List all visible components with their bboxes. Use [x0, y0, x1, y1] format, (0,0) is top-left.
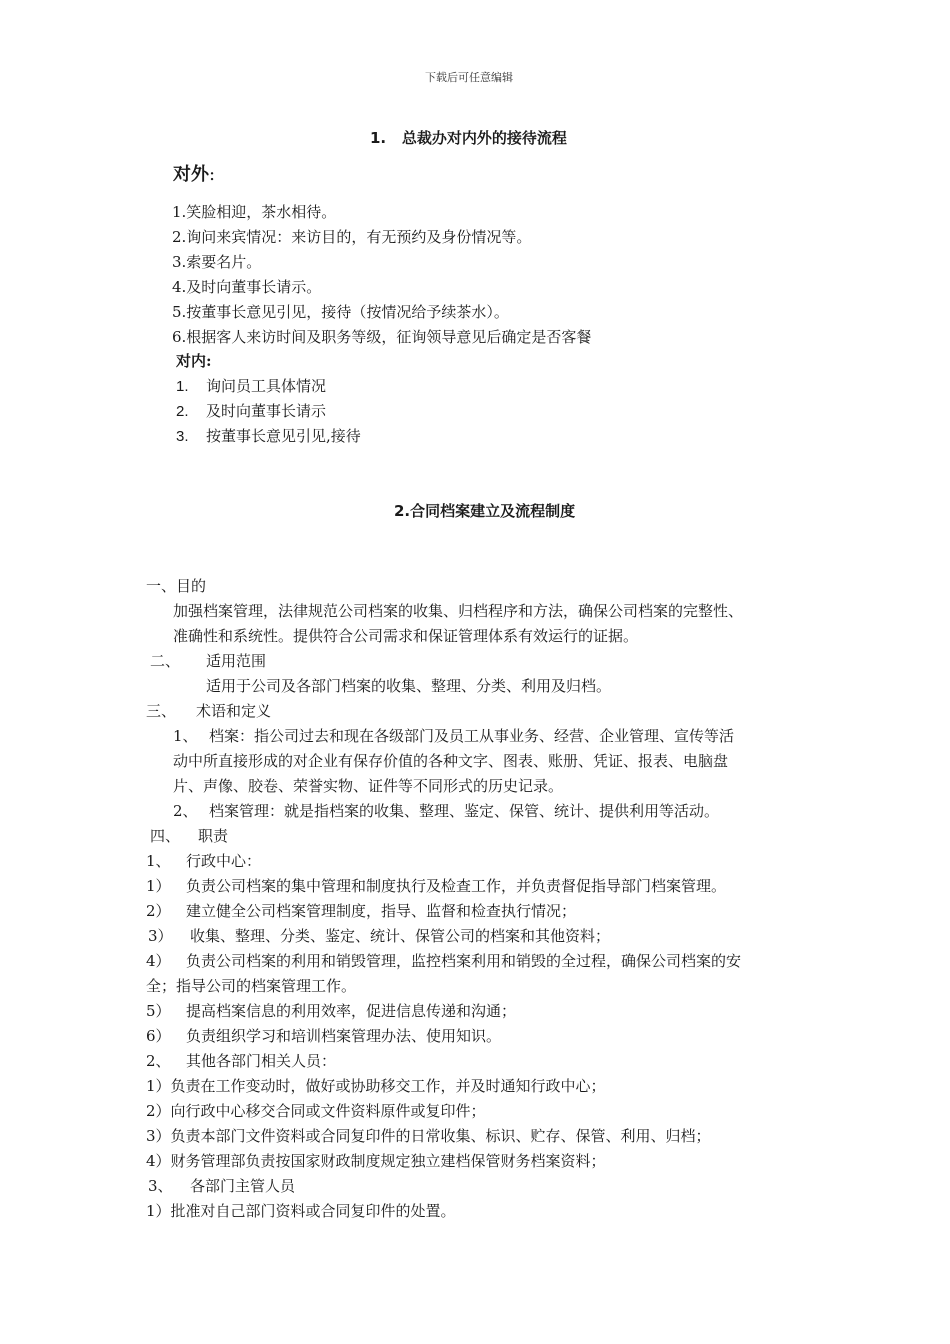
- paragraph-line: 片、声像、胶卷、荣誉实物、证件等不同形式的历史记录。: [173, 777, 564, 795]
- external-item: 3.索要名片。: [172, 253, 262, 271]
- section2-title: 2.合同档案建立及流程制度: [394, 502, 576, 520]
- heading-duties: 四、 职责: [150, 827, 229, 845]
- paragraph-line: 加强档案管理，法律规范公司档案的收集、归档程序和方法，确保公司档案的完整性、: [173, 602, 744, 620]
- internal-item: 3. 按董事长意见引见,接待: [176, 427, 361, 445]
- heading-scope: 二、 适用范围: [150, 652, 267, 670]
- section1-title-text: 总裁办对内外的接待流程: [401, 129, 567, 147]
- duty-item: 3）负责本部门文件资料或合同复印件的日常收集、标识、贮存、保管、利用、归档；: [146, 1127, 711, 1145]
- subheading: 3、 各部门主管人员: [148, 1177, 296, 1195]
- external-item: 2.询问来宾情况：来访目的，有无预约及身份情况等。: [172, 228, 532, 246]
- definition-line: 1、 档案：指公司过去和现在各级部门及员工从事业务、经营、企业管理、宣传等活: [173, 727, 735, 745]
- duty-item: 1） 负责公司档案的集中管理和制度执行及检查工作，并负责督促指导部门档案管理。: [146, 877, 727, 895]
- heading-terms: 三、 术语和定义: [146, 702, 272, 720]
- section1-title: [370, 128, 567, 148]
- duty-item: 2） 建立健全公司档案管理制度，指导、监督和检查执行情况；: [146, 902, 577, 920]
- internal-item: 2. 及时向董事长请示: [176, 402, 327, 420]
- duty-item: 6） 负责组织学习和培训档案管理办法、使用知识。: [146, 1027, 502, 1045]
- external-item: 4.及时向董事长请示。: [172, 278, 322, 296]
- external-item: 5.按董事长意见引见，接待（按情况给予续茶水）。: [172, 303, 509, 321]
- subheading: 2、 其他各部门相关人员：: [146, 1052, 337, 1070]
- duty-item: 1）批准对自己部门资料或合同复印件的处置。: [146, 1202, 456, 1220]
- heading-purpose: 一、目的: [146, 577, 207, 595]
- external-label: 对外:: [173, 164, 216, 185]
- duty-item: 4） 负责公司档案的利用和销毁管理，监控档案利用和销毁的全过程，确保公司档案的安: [146, 952, 742, 970]
- definition-line: 2、 档案管理：就是指档案的收集、整理、鉴定、保管、统计、提供利用等活动。: [173, 802, 720, 820]
- page-header: 下载后可任意编辑: [425, 71, 513, 84]
- paragraph-line: 准确性和系统性。提供符合公司需求和保证管理体系有效运行的证据。: [173, 627, 639, 645]
- duty-item: 5） 提高档案信息的利用效率，促进信息传递和沟通；: [146, 1002, 517, 1020]
- internal-label: 对内:: [176, 352, 212, 370]
- internal-item: 1. 询问员工具体情况: [176, 377, 327, 395]
- duty-item: 2）向行政中心移交合同或文件资料原件或复印件；: [146, 1102, 486, 1120]
- duty-item: 3） 收集、整理、分类、鉴定、统计、保管公司的档案和其他资料；: [148, 927, 611, 945]
- external-item: 6.根据客人来访时间及职务等级，征询领导意见后确定是否客餐: [172, 328, 592, 346]
- paragraph-line: 全；指导公司的档案管理工作。: [146, 977, 357, 995]
- paragraph-line: 适用于公司及各部门档案的收集、整理、分类、利用及归档。: [206, 677, 612, 695]
- external-item: 1.笑脸相迎，茶水相待。: [172, 203, 337, 221]
- subheading: 1、 行政中心：: [146, 852, 262, 870]
- duty-item: 1）负责在工作变动时，做好或协助移交工作，并及时通知行政中心；: [146, 1077, 606, 1095]
- duty-item: 4）财务管理部负责按国家财政制度规定独立建档保管财务档案资料；: [146, 1152, 606, 1170]
- paragraph-line: 动中所直接形成的对企业有保存价值的各种文字、图表、账册、凭证、报表、电脑盘: [173, 752, 729, 770]
- section1-number: 1.: [370, 129, 387, 147]
